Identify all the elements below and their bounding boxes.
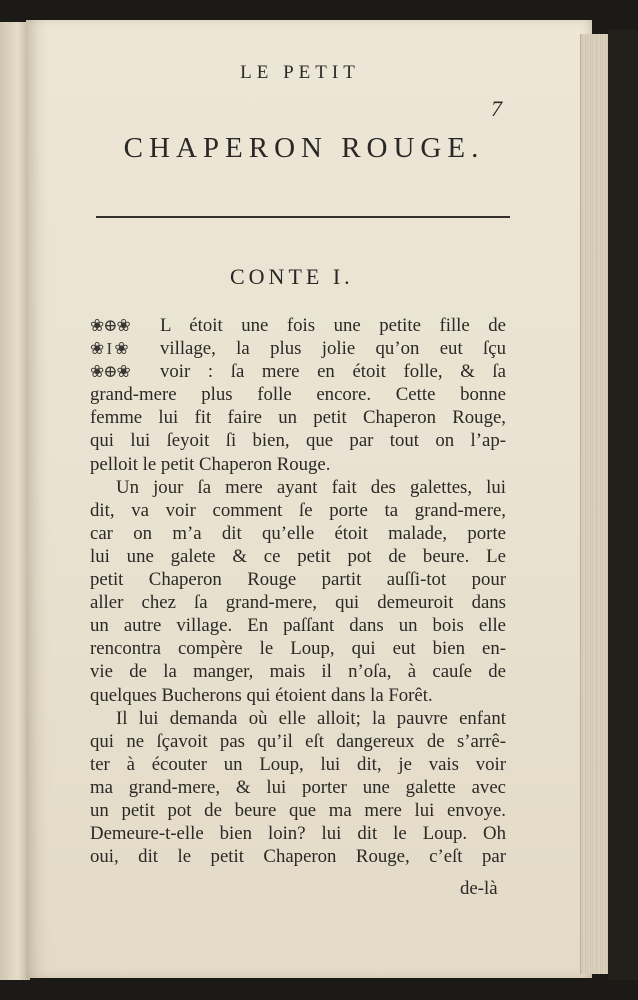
text-line: un petit pot de beure que ma mere lui envoye. — [90, 799, 506, 821]
book-cover — [608, 30, 638, 980]
text-line: femme lui fit faire un petit Chaperon Rouge, — [90, 407, 506, 429]
ornamented-line — [90, 360, 506, 383]
chapter-heading: CONTE I. — [230, 264, 354, 289]
text-line: L étoit une fois une petite fille de — [160, 315, 506, 336]
page-title: CHAPERON ROUGE. — [123, 132, 485, 164]
title-rule — [96, 216, 510, 218]
text-line: quelques Bucherons qui étoient dans la Forêt. — [90, 684, 433, 706]
ornamented-line — [90, 337, 506, 360]
drop-cap-ornament: ❀⊕❀ — [90, 316, 130, 335]
text-line: grand-mere plus folle encore. Cette bonne — [90, 384, 506, 406]
text-line: oui, dit le petit Chaperon Rouge, c’eſt par — [90, 846, 506, 868]
text-line: Demeure-t-elle bien loin? lui dit le Loup. Oh — [90, 823, 506, 845]
ornamented-line — [90, 314, 506, 337]
text-line: vie de la manger, mais il n’oſa, à cauſe de — [90, 661, 506, 683]
text-line: lui une galete & ce petit pot de beure. Le — [90, 545, 506, 567]
running-head: LE PETIT — [240, 62, 360, 83]
text-line: voir : ſa mere en étoit folle, & ſa — [160, 361, 506, 383]
page-number: 7 — [491, 96, 502, 121]
body-text — [90, 314, 506, 868]
text-line: Il lui demanda où elle alloit; la pauvre enfant — [116, 707, 506, 729]
text-line: Un jour ſa mere ayant fait des galettes, lui — [116, 476, 506, 498]
text-line: petit Chaperon Rouge partit auſſi-tot pour — [90, 569, 506, 591]
drop-cap-ornament: ❀⊕❀ — [90, 362, 130, 382]
page-block-edges — [580, 34, 611, 974]
text-line: ma grand-mere, & lui porter une galette avec — [90, 776, 506, 798]
catchword: de-là — [460, 878, 498, 899]
text-line: pelloit le petit Chaperon Rouge. — [90, 453, 331, 475]
text-line: qui lui ſeyoit ſi bien, que par tout on l’ap- — [90, 430, 506, 452]
text-line: rencontra compère le Loup, qui eut bien en- — [90, 638, 506, 660]
text-line: dit, va voir comment ſe porte ta grand-mere, — [90, 499, 506, 521]
text-line: ter à écouter un Loup, lui dit, je vais voir — [90, 753, 506, 775]
text-line: car on m’a dit qu’elle étoit malade, porte — [90, 522, 506, 544]
text-line: aller chez ſa grand-mere, qui demeuroit dans — [90, 592, 506, 614]
text-line: qui ne ſçavoit pas qu’il eſt dangereux de s’arrê- — [90, 730, 506, 752]
text-line: village, la plus jolie qu’on eut ſçu — [160, 338, 506, 360]
text-line: un autre village. En paſſant dans un bois elle — [90, 615, 506, 637]
drop-cap-ornament: ❀ I ❀ — [90, 339, 128, 359]
